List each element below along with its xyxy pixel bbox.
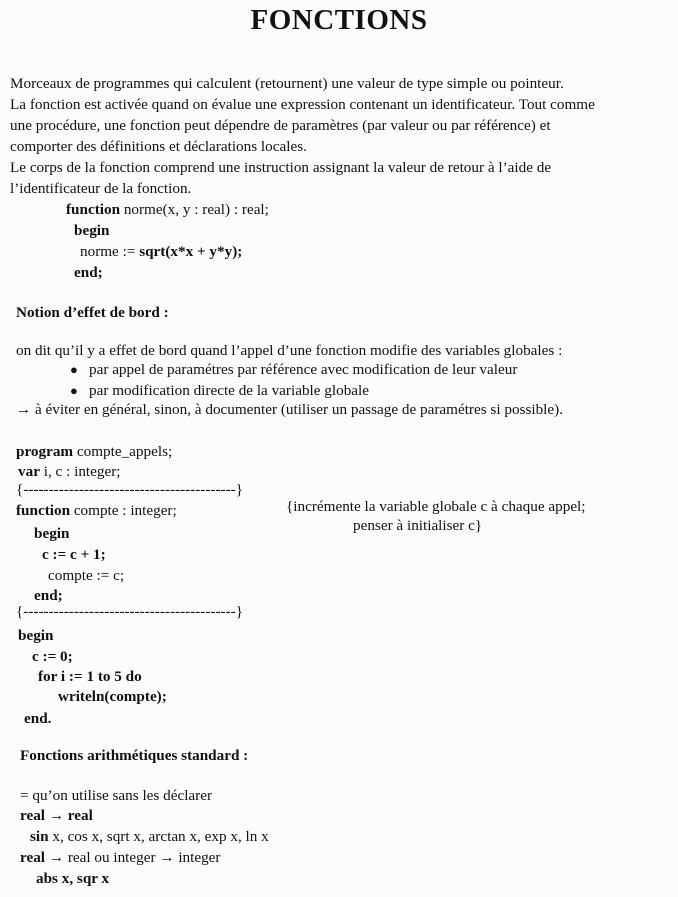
program-begin-1: begin: [34, 525, 70, 542]
code-bold: →: [155, 849, 179, 866]
code-text: compte_appels;: [73, 443, 173, 460]
bullet-dot-icon: ●: [70, 362, 78, 377]
program-line-11: c := 0;: [32, 648, 73, 665]
keyword: var: [18, 463, 40, 480]
code-text: norme(x, y : real) : real;: [120, 201, 269, 218]
side-effect-bullet-2: par modification directe de la variable globale: [89, 382, 369, 399]
intro-line-2: La fonction est activée quand on évalue une expression contenant un identificateur. Tout comme: [10, 96, 595, 113]
code-text: i, c : integer;: [39, 463, 121, 480]
keyword: function: [66, 201, 121, 218]
arith-heading: Fonctions arithmétiques standard :: [20, 747, 249, 764]
code-bold: sin: [30, 828, 49, 845]
code-text: norme :=: [80, 243, 140, 260]
separator-comment-2: {------------------------------------------}: [16, 603, 243, 620]
code-text: compte : integer;: [70, 502, 177, 519]
program-line-1: [16, 443, 172, 461]
keyword: function: [16, 502, 71, 519]
keyword: program: [16, 443, 74, 460]
page-title: FONCTIONS: [250, 4, 428, 36]
code-text: integer: [178, 849, 221, 866]
code-example-line-2: begin: [74, 222, 110, 239]
separator-comment-1: {------------------------------------------}: [16, 481, 243, 498]
code-example-line-4: end;: [74, 264, 103, 281]
side-effect-bullet-1: par appel de paramétres par référence avec modification de leur valeur: [89, 361, 518, 378]
code-bold: sqrt(x*x + y*y);: [139, 243, 243, 260]
program-line-13: writeln(compte);: [58, 688, 167, 705]
arith-line-5: abs x, sqr x: [36, 870, 110, 887]
code-bold: real →: [20, 849, 68, 866]
intro-line-4: comporter des définitions et déclarations locales.: [10, 138, 307, 155]
side-effect-text: on dit qu’il y a effet de bord quand l’appel d’une fonction modifie des variables globales :: [16, 342, 563, 359]
intro-line-6: l’identificateur de la fonction.: [10, 180, 192, 197]
arith-line-4: [20, 849, 220, 867]
arith-line-3: [30, 828, 269, 846]
arith-line-1: = qu’on utilise sans les déclarer: [20, 787, 213, 804]
code-example-line-1: [66, 201, 269, 219]
comment-line-1: {incrémente la variable globale c à chaque appel;: [286, 498, 586, 515]
program-end-1: end;: [34, 587, 63, 604]
code-example-line-3: [80, 243, 242, 261]
arith-line-2: real → real: [20, 807, 93, 824]
code-text: real ou integer: [67, 849, 156, 866]
side-effect-heading: Notion d’effet de bord :: [16, 304, 169, 321]
program-line-4: [16, 502, 177, 520]
program-line-6: c := c + 1;: [42, 546, 106, 563]
code-text: x, cos x, sqrt x, arctan x, exp x, ln x: [48, 828, 269, 845]
program-end-2: end.: [24, 710, 52, 727]
comment-line-2: penser à initialiser c}: [353, 517, 483, 534]
intro-line-5: Le corps de la fonction comprend une instruction assignant la valeur de retour à l’aide de: [10, 159, 552, 176]
side-effect-conclusion: → à éviter en général, sinon, à documenter (utiliser un passage de paramétres si possible).: [16, 401, 563, 418]
program-line-7: compte := c;: [48, 567, 125, 584]
intro-line-1: Morceaux de programmes qui calculent (retournent) une valeur de type simple ou pointeur.: [10, 75, 564, 92]
program-begin-2: begin: [18, 627, 54, 644]
bullet-dot-icon: ●: [70, 383, 78, 398]
program-line-2: [18, 463, 121, 481]
intro-line-3: une procédure, une fonction peut dépendre de paramètres (par valeur ou par référence) et: [10, 117, 551, 134]
program-line-12: for i := 1 to 5 do: [38, 668, 142, 685]
